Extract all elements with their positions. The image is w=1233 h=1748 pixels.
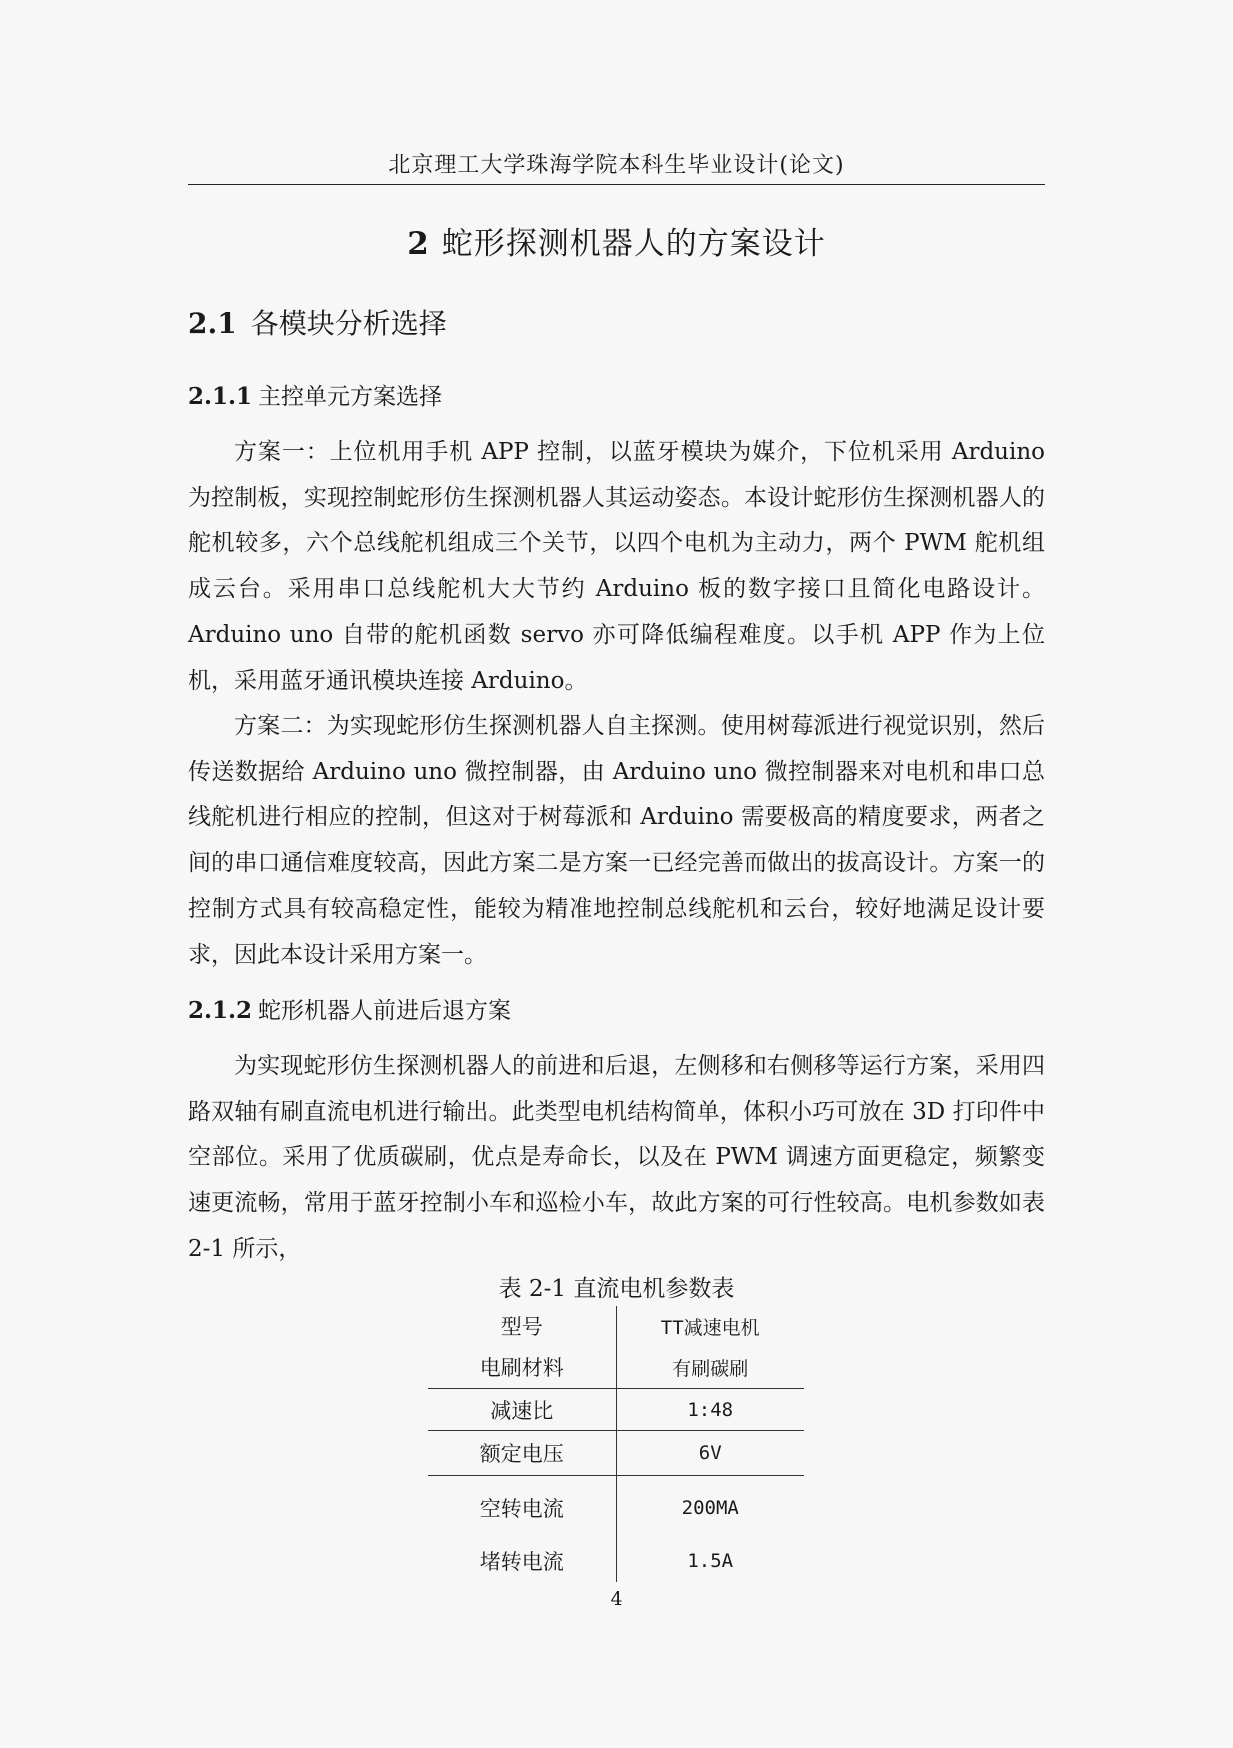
subsection-number: 2.1.1	[188, 383, 253, 410]
running-header: 北京理工大学珠海学院本科生毕业设计(论文)	[388, 153, 845, 178]
header-rule	[188, 184, 1045, 185]
motor-parameter-table	[428, 1306, 804, 1582]
table-cell-value: 有刷碳刷	[616, 1346, 804, 1389]
table-caption: 表 2-1 直流电机参数表	[498, 1276, 735, 1302]
page-number: 4	[610, 1588, 623, 1610]
paragraph-scheme-one: 方案一：上位机用手机 APP 控制，以蓝牙模块为媒介，下位机采用 Arduino 为控制板，实现控制蛇形仿生探测机器人其运动姿态。本设计蛇形仿生探测机器人的舵机较多，六个总线舵机组成三个关节，以四个电机为主动力，两个 PWM 舵机组成云台。采用串口总线舵机大大节约 Arduino 板的数字接口且简化电路设计。Arduino uno 自带的舵机函数 servo 亦可降低编程难度。以手机 APP 作为上位机，采用蓝牙通讯模块连接 Arduino。	[188, 439, 1045, 694]
table-cell-label: 电刷材料	[428, 1346, 616, 1389]
table-cell-value: 200MA	[616, 1476, 804, 1541]
table-row	[428, 1346, 804, 1389]
table-cell-label: 空转电流	[479, 1497, 564, 1521]
section-title	[188, 302, 447, 342]
table-cell-label: 减速比	[428, 1389, 616, 1431]
table-cell-value: 1.5A	[616, 1540, 804, 1582]
section-number: 2.1	[188, 307, 237, 340]
subsection-title-text: 蛇形机器人前进后退方案	[258, 998, 512, 1024]
table-row	[428, 1306, 804, 1346]
table-cell-value: TT减速电机	[616, 1306, 804, 1346]
table-cell-label: 型号	[500, 1315, 543, 1339]
subsection-title-1	[188, 378, 442, 411]
subsection-title-2	[188, 992, 511, 1025]
paragraph-motion-scheme: 为实现蛇形仿生探测机器人的前进和后退，左侧移和右侧移等运行方案，采用四路双轴有刷直流电机进行输出。此类型电机结构简单，体积小巧可放在 3D 打印件中空部位。采用了优质碳刷，优点是寿命长，以及在 PWM 调速方面更稳定，频繁变速更流畅，常用于蓝牙控制小车和巡检小车，故此方案的可行性较高。电机参数如表 2-1 所示，	[188, 1053, 1045, 1262]
table-row	[428, 1389, 804, 1431]
paragraph-scheme-two: 方案二：为实现蛇形仿生探测机器人自主探测。使用树莓派进行视觉识别，然后传送数据给 Arduino uno 微控制器，由 Arduino uno 微控制器来对电机和串口总线舵机进行相应的控制，但这对于树莓派和 Arduino 需要极高的精度要求，两者之间的串口通信难度较高，因此方案二是方案一已经完善而做出的拔高设计。方案一的控制方式具有较高稳定性，能较为精准地控制总线舵机和云台，较好地满足设计要求，因此本设计采用方案一。	[188, 713, 1045, 968]
chapter-number: 2	[407, 226, 430, 262]
table-row	[428, 1431, 804, 1476]
subsection-number: 2.1.2	[188, 997, 253, 1024]
table-cell-label: 额定电压	[428, 1431, 616, 1476]
chapter-title-text: 蛇形探测机器人的方案设计	[441, 226, 826, 262]
table-row	[428, 1476, 804, 1541]
chapter-title	[188, 218, 1045, 263]
section-title-text: 各模块分析选择	[250, 307, 447, 340]
table-cell-label: 堵转电流	[479, 1550, 564, 1574]
subsection-title-text: 主控单元方案选择	[258, 384, 443, 410]
table-cell-value: 1:48	[616, 1389, 804, 1431]
table-cell-value: 6V	[616, 1431, 804, 1476]
table-row	[428, 1540, 804, 1582]
